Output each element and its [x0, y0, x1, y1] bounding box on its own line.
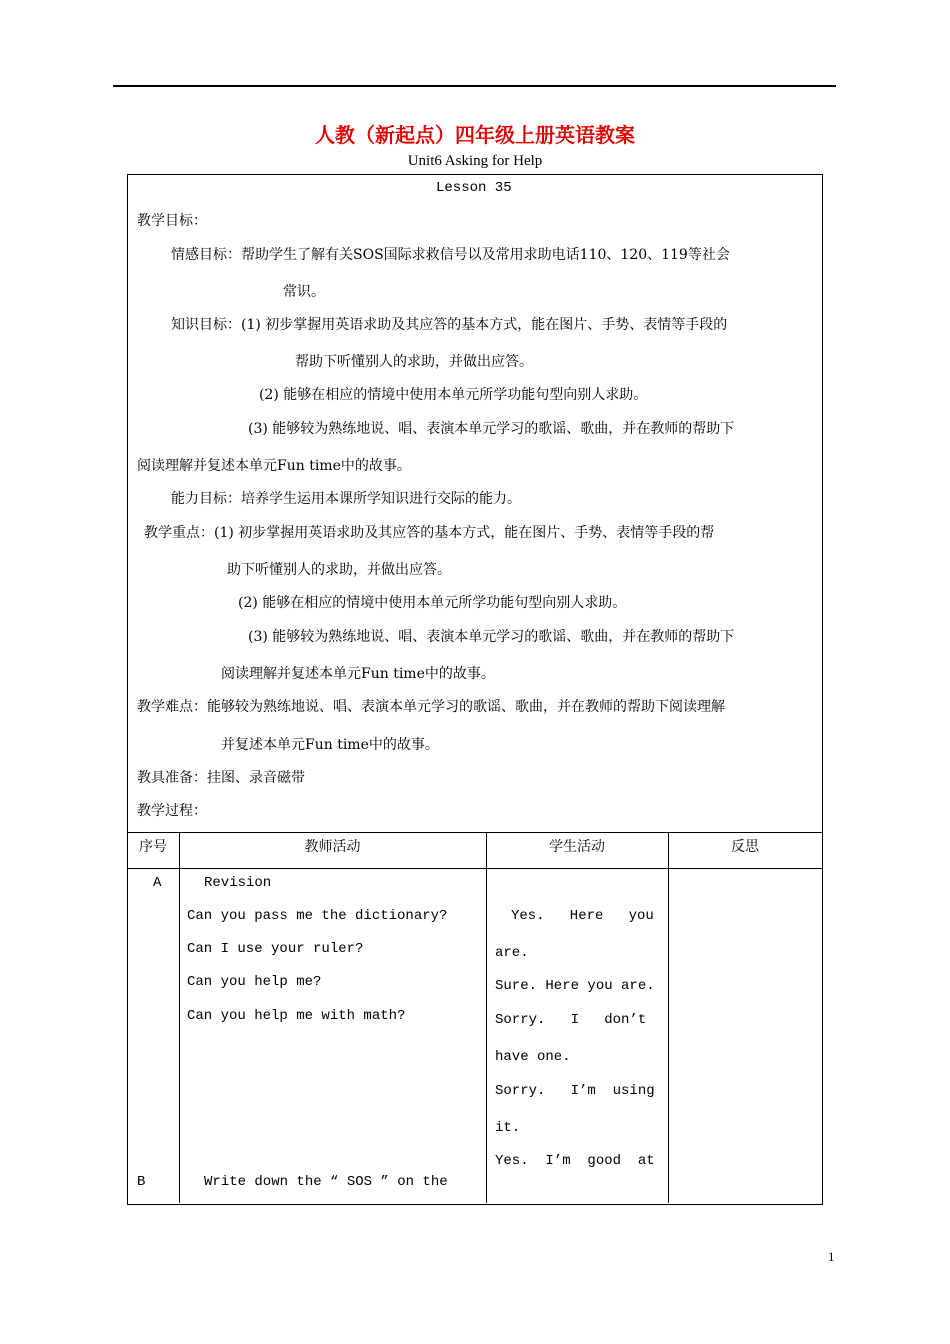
column-divider: [486, 832, 487, 1203]
column-divider: [179, 832, 180, 1203]
lesson-number: Lesson 35: [436, 180, 512, 196]
student-activity-line: Yes. Here you: [511, 908, 654, 924]
table-divider: [127, 868, 822, 869]
teacher-activity-line: Can you pass me the dictionary?: [187, 908, 448, 924]
student-activity-line: have one.: [495, 1049, 571, 1065]
row-number-a: A: [153, 875, 162, 891]
student-activity-line: it.: [495, 1120, 521, 1136]
teaching-tools: 教具准备：挂图、录音磁带: [137, 770, 305, 786]
unit-subtitle: Unit6 Asking for Help: [407, 153, 543, 169]
header-rule: [113, 85, 836, 87]
key-points-line4: (3) 能够较为熟练地说、唱、表演本单元学习的歌谣、歌曲，并在教师的帮助下: [248, 629, 735, 645]
knowledge-objective-line5: 阅读理解并复述本单元Fun time中的故事。: [137, 458, 411, 474]
column-header-reflection: 反思: [731, 839, 759, 855]
student-activity-line: are.: [495, 945, 529, 961]
key-points-line3: (2) 能够在相应的情境中使用本单元所学功能句型向别人求助。: [238, 595, 627, 611]
column-header-number: 序号: [139, 839, 167, 855]
knowledge-objective-line2: 帮助下听懂别人的求助，并做出应答。: [295, 354, 533, 370]
emotion-objective-line2: 常识。: [283, 284, 325, 300]
student-activity-line: Yes. I’m good at: [495, 1153, 655, 1169]
document-title: 人教（新起点）四年级上册英语教案: [315, 123, 635, 147]
teacher-activity-line: Can I use your ruler?: [187, 941, 364, 957]
student-activity-line: Sorry. I’m using: [495, 1083, 655, 1099]
column-divider: [668, 832, 669, 1203]
difficult-points-line1: 教学难点：能够较为熟练地说、唱、表演本单元学习的歌谣、歌曲，并在教师的帮助下阅读理解: [137, 699, 725, 715]
teacher-activity-line: Can you help me?: [187, 974, 322, 990]
column-header-teacher: 教师活动: [304, 839, 361, 855]
page-number: 1: [828, 1249, 835, 1264]
objectives-heading: 教学目标：: [137, 213, 207, 229]
difficult-points-line2: 并复述本单元Fun time中的故事。: [221, 737, 439, 753]
student-activity-line: Sure. Here you are.: [495, 978, 655, 994]
key-points-line2: 助下听懂别人的求助，并做出应答。: [227, 562, 451, 578]
row-number-b: B: [137, 1174, 146, 1190]
knowledge-objective-line1: 知识目标：(1) 初步掌握用英语求助及其应答的基本方式，能在图片、手势、表情等手段的: [171, 317, 728, 333]
student-activity-line: Sorry. I don’t: [495, 1012, 647, 1028]
ability-objective: 能力目标：培养学生运用本课所学知识进行交际的能力。: [171, 491, 521, 507]
emotion-objective-line1: 情感目标：帮助学生了解有关SOS国际求救信号以及常用求助电话110、120、119等社会: [171, 247, 730, 263]
key-points-line5: 阅读理解并复述本单元Fun time中的故事。: [221, 666, 495, 682]
key-points-line1: 教学重点：(1) 初步掌握用英语求助及其应答的基本方式，能在图片、手势、表情等手段的帮: [144, 525, 715, 541]
table-divider: [127, 832, 822, 833]
teacher-activity-line: Write down the “ SOS ” on the: [204, 1174, 448, 1190]
column-header-student: 学生活动: [549, 839, 605, 855]
teacher-activity-line: Can you help me with math?: [187, 1008, 406, 1024]
knowledge-objective-line4: (3) 能够较为熟练地说、唱、表演本单元学习的歌谣、歌曲，并在教师的帮助下: [248, 421, 735, 437]
teacher-activity-line: Revision: [204, 875, 272, 891]
process-heading: 教学过程：: [137, 803, 207, 819]
knowledge-objective-line3: (2) 能够在相应的情境中使用本单元所学功能句型向别人求助。: [259, 387, 648, 403]
